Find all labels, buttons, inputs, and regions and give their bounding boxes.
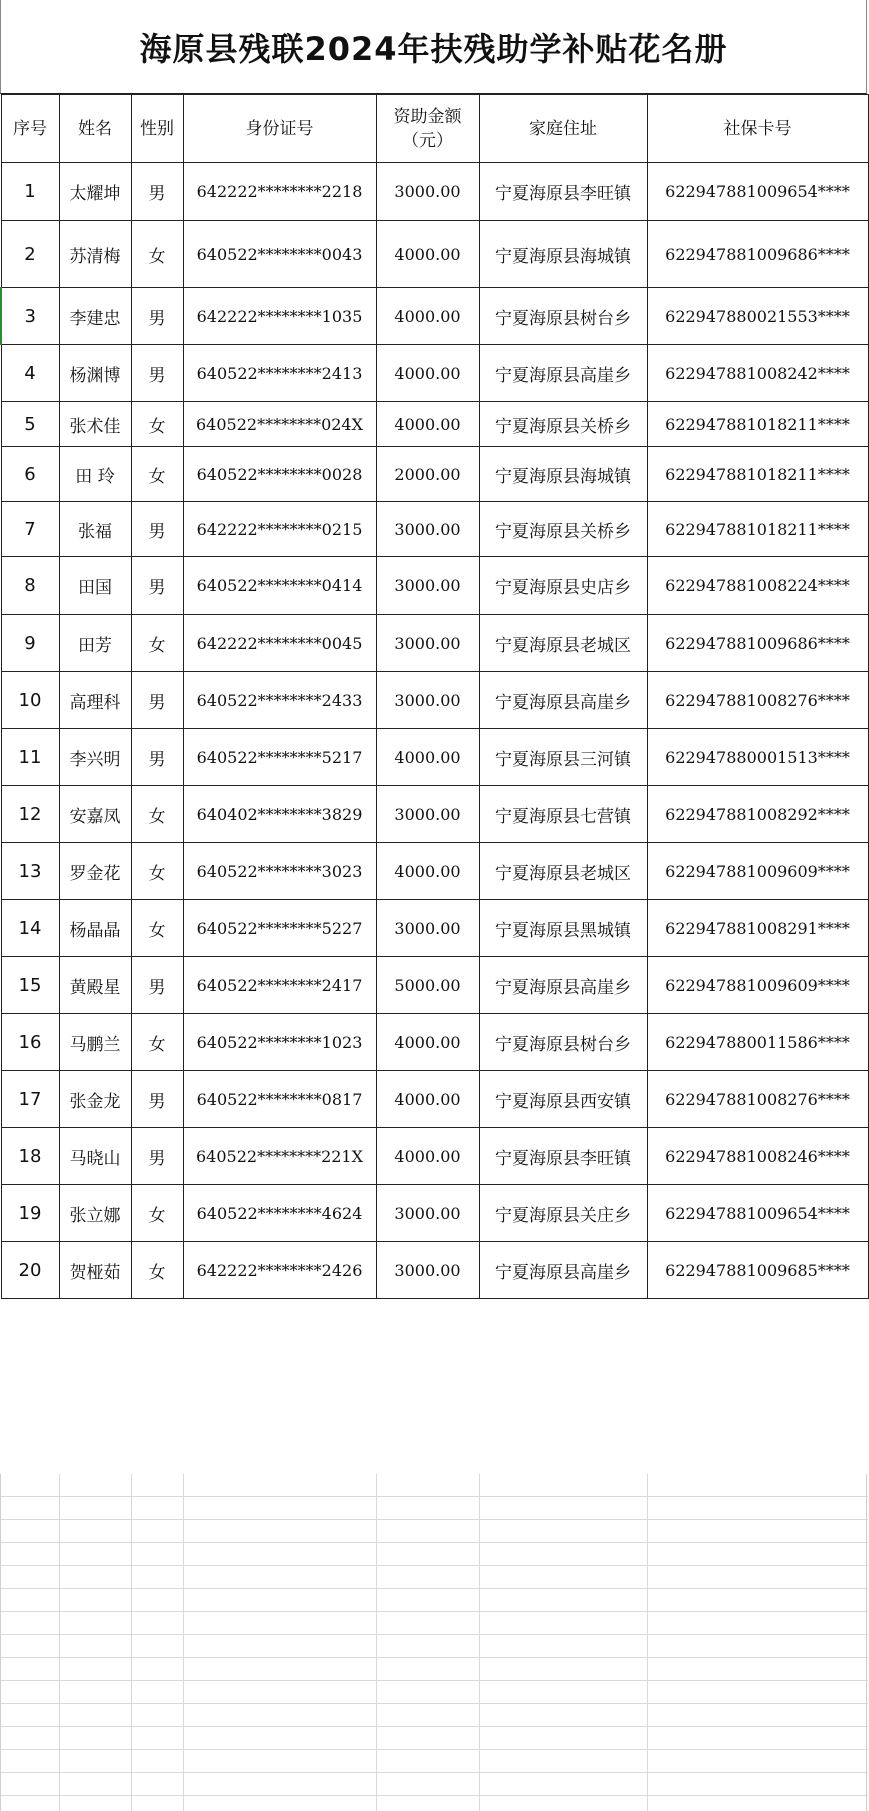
cell-id-number: 640522********5227 — [183, 900, 376, 957]
cell-name: 安嘉凤 — [59, 786, 131, 843]
cell-seq: 3 — [1, 288, 59, 345]
table-row — [1, 221, 868, 288]
cell-address: 宁夏海原县关庄乡 — [479, 1185, 647, 1242]
cell-ssn-card: 622947880011586**** — [647, 1014, 868, 1071]
header-gender: 性别 — [131, 95, 183, 163]
cell-seq: 12 — [1, 786, 59, 843]
cell-ssn-card: 622947881008291**** — [647, 900, 868, 957]
table-row — [1, 1071, 868, 1128]
cell-address: 宁夏海原县黑城镇 — [479, 900, 647, 957]
table-row — [1, 345, 868, 402]
cell-amount: 3000.00 — [376, 615, 479, 672]
cell-name: 张术佳 — [59, 402, 131, 447]
cell-ssn-card: 622947881009654**** — [647, 1185, 868, 1242]
table-row — [1, 163, 868, 221]
table-row — [1, 843, 868, 900]
cell-seq: 10 — [1, 672, 59, 729]
cell-gender: 男 — [131, 957, 183, 1014]
cell-name: 苏清梅 — [59, 221, 131, 288]
grid-column-line — [479, 1474, 480, 1811]
cell-name: 罗金花 — [59, 843, 131, 900]
cell-name: 田国 — [59, 557, 131, 615]
cell-ssn-card: 622947881018211**** — [647, 402, 868, 447]
cell-gender: 女 — [131, 900, 183, 957]
cell-amount: 4000.00 — [376, 402, 479, 447]
cell-amount: 4000.00 — [376, 288, 479, 345]
cell-address: 宁夏海原县李旺镇 — [479, 163, 647, 221]
cell-gender: 男 — [131, 557, 183, 615]
cell-gender: 男 — [131, 345, 183, 402]
cell-address: 宁夏海原县海城镇 — [479, 447, 647, 502]
cell-id-number: 640522********2413 — [183, 345, 376, 402]
cell-address: 宁夏海原县树台乡 — [479, 1014, 647, 1071]
cell-gender: 女 — [131, 221, 183, 288]
cell-id-number: 640522********3023 — [183, 843, 376, 900]
grid-row-line — [1, 1657, 868, 1658]
table-row — [1, 1242, 868, 1299]
cell-id-number: 640522********0028 — [183, 447, 376, 502]
document-title: 海原县残联2024年扶残助学补贴花名册 — [139, 29, 728, 68]
grid-column-line — [376, 1474, 377, 1811]
cell-gender: 男 — [131, 502, 183, 557]
cell-gender: 女 — [131, 402, 183, 447]
cell-gender: 女 — [131, 615, 183, 672]
cell-seq: 1 — [1, 163, 59, 221]
table-row — [1, 1014, 868, 1071]
document-title-row — [0, 0, 867, 94]
cell-amount: 3000.00 — [376, 900, 479, 957]
header-name: 姓名 — [59, 95, 131, 163]
cell-ssn-card: 622947881009685**** — [647, 1242, 868, 1299]
cell-ssn-card: 622947881008242**** — [647, 345, 868, 402]
cell-name: 高理科 — [59, 672, 131, 729]
grid-row-line — [1, 1496, 868, 1497]
cell-name: 太耀坤 — [59, 163, 131, 221]
header-row — [1, 95, 868, 163]
cell-name: 李建忠 — [59, 288, 131, 345]
cell-ssn-card: 622947880021553**** — [647, 288, 868, 345]
cell-amount: 4000.00 — [376, 1014, 479, 1071]
cell-id-number: 642222********1035 — [183, 288, 376, 345]
header-amount-unit: （元） — [402, 130, 453, 151]
cell-address: 宁夏海原县高崖乡 — [479, 672, 647, 729]
cell-seq: 6 — [1, 447, 59, 502]
table-body — [1, 163, 868, 1299]
cell-gender: 女 — [131, 1014, 183, 1071]
cell-gender: 男 — [131, 1128, 183, 1185]
cell-address: 宁夏海原县李旺镇 — [479, 1128, 647, 1185]
grid-column-line — [647, 1474, 648, 1811]
cell-name: 马鹏兰 — [59, 1014, 131, 1071]
cell-ssn-card: 622947881009654**** — [647, 163, 868, 221]
cell-amount: 3000.00 — [376, 1242, 479, 1299]
cell-amount: 3000.00 — [376, 786, 479, 843]
grid-row-line — [1, 1726, 868, 1727]
table-row — [1, 557, 868, 615]
cell-id-number: 640522********0817 — [183, 1071, 376, 1128]
subsidy-roster-table — [0, 94, 869, 1299]
grid-row-line — [1, 1795, 868, 1796]
cell-seq: 11 — [1, 729, 59, 786]
header-amount-label: 资助金额 — [393, 106, 462, 127]
cell-name: 马晓山 — [59, 1128, 131, 1185]
cell-name: 杨渊博 — [59, 345, 131, 402]
cell-id-number: 640522********2417 — [183, 957, 376, 1014]
cell-id-number: 642222********0045 — [183, 615, 376, 672]
cell-id-number: 640522********4624 — [183, 1185, 376, 1242]
cell-ssn-card: 622947881009609**** — [647, 957, 868, 1014]
cell-address: 宁夏海原县老城区 — [479, 843, 647, 900]
cell-id-number: 640522********5217 — [183, 729, 376, 786]
table-row — [1, 672, 868, 729]
cell-amount: 2000.00 — [376, 447, 479, 502]
cell-seq: 2 — [1, 221, 59, 288]
cell-seq: 14 — [1, 900, 59, 957]
cell-amount: 4000.00 — [376, 345, 479, 402]
cell-id-number: 640522********1023 — [183, 1014, 376, 1071]
grid-row-line — [1, 1680, 868, 1681]
cell-ssn-card: 622947880001513**** — [647, 729, 868, 786]
cell-seq: 9 — [1, 615, 59, 672]
grid-column-line — [131, 1474, 132, 1811]
header-id-number: 身份证号 — [183, 95, 376, 163]
cell-ssn-card: 622947881008246**** — [647, 1128, 868, 1185]
cell-seq: 13 — [1, 843, 59, 900]
table-row — [1, 1128, 868, 1185]
cell-id-number: 640522********2433 — [183, 672, 376, 729]
cell-name: 张金龙 — [59, 1071, 131, 1128]
table-row — [1, 402, 868, 447]
cell-id-number: 640522********0043 — [183, 221, 376, 288]
table-row — [1, 502, 868, 557]
empty-spreadsheet-grid — [0, 1474, 867, 1811]
cell-address: 宁夏海原县高崖乡 — [479, 1242, 647, 1299]
cell-name: 田芳 — [59, 615, 131, 672]
cell-ssn-card: 622947881009609**** — [647, 843, 868, 900]
cell-name: 张立娜 — [59, 1185, 131, 1242]
table-row — [1, 957, 868, 1014]
cell-gender: 女 — [131, 1185, 183, 1242]
cell-gender: 女 — [131, 843, 183, 900]
cell-ssn-card: 622947881018211**** — [647, 447, 868, 502]
cell-name: 张福 — [59, 502, 131, 557]
grid-row-line — [1, 1749, 868, 1750]
cell-address: 宁夏海原县史店乡 — [479, 557, 647, 615]
grid-row-line — [1, 1611, 868, 1612]
cell-amount: 4000.00 — [376, 221, 479, 288]
cell-ssn-card: 622947881008276**** — [647, 1071, 868, 1128]
grid-row-line — [1, 1634, 868, 1635]
cell-name: 黄殿星 — [59, 957, 131, 1014]
grid-row-line — [1, 1565, 868, 1566]
grid-row-line — [1, 1519, 868, 1520]
cell-address: 宁夏海原县高崖乡 — [479, 345, 647, 402]
cell-id-number: 640402********3829 — [183, 786, 376, 843]
cell-amount: 3000.00 — [376, 163, 479, 221]
cell-id-number: 642222********2426 — [183, 1242, 376, 1299]
header-amount — [376, 95, 479, 163]
cell-gender: 男 — [131, 729, 183, 786]
cell-seq: 20 — [1, 1242, 59, 1299]
table-row — [1, 288, 868, 345]
cell-id-number: 640522********221X — [183, 1128, 376, 1185]
cell-address: 宁夏海原县西安镇 — [479, 1071, 647, 1128]
cell-name: 贺桠茹 — [59, 1242, 131, 1299]
grid-row-line — [1, 1703, 868, 1704]
table-row — [1, 1185, 868, 1242]
cell-address: 宁夏海原县树台乡 — [479, 288, 647, 345]
cell-address: 宁夏海原县老城区 — [479, 615, 647, 672]
cell-amount: 3000.00 — [376, 1185, 479, 1242]
cell-address: 宁夏海原县高崖乡 — [479, 957, 647, 1014]
table-row — [1, 729, 868, 786]
cell-gender: 男 — [131, 1071, 183, 1128]
cell-amount: 4000.00 — [376, 1128, 479, 1185]
grid-row-line — [1, 1588, 868, 1589]
cell-ssn-card: 622947881008292**** — [647, 786, 868, 843]
cell-gender: 女 — [131, 1242, 183, 1299]
grid-column-line — [59, 1474, 60, 1811]
header-ssn-card: 社保卡号 — [647, 95, 868, 163]
cell-gender: 男 — [131, 288, 183, 345]
cell-gender: 男 — [131, 672, 183, 729]
grid-row-line — [1, 1772, 868, 1773]
cell-ssn-card: 622947881018211**** — [647, 502, 868, 557]
cell-address: 宁夏海原县关桥乡 — [479, 402, 647, 447]
cell-ssn-card: 622947881008276**** — [647, 672, 868, 729]
cell-seq: 7 — [1, 502, 59, 557]
grid-column-line — [183, 1474, 184, 1811]
cell-name: 杨晶晶 — [59, 900, 131, 957]
cell-name: 田 玲 — [59, 447, 131, 502]
cell-address: 宁夏海原县七营镇 — [479, 786, 647, 843]
cell-seq: 19 — [1, 1185, 59, 1242]
table-row — [1, 786, 868, 843]
cell-id-number: 642222********2218 — [183, 163, 376, 221]
cell-amount: 4000.00 — [376, 1071, 479, 1128]
cell-amount: 4000.00 — [376, 729, 479, 786]
cell-amount: 3000.00 — [376, 672, 479, 729]
table-row — [1, 615, 868, 672]
cell-id-number: 642222********0215 — [183, 502, 376, 557]
cell-ssn-card: 622947881008224**** — [647, 557, 868, 615]
cell-seq: 4 — [1, 345, 59, 402]
cell-amount: 5000.00 — [376, 957, 479, 1014]
table-row — [1, 900, 868, 957]
header-address: 家庭住址 — [479, 95, 647, 163]
cell-address: 宁夏海原县海城镇 — [479, 221, 647, 288]
grid-row-line — [1, 1542, 868, 1543]
cell-id-number: 640522********024X — [183, 402, 376, 447]
cell-seq: 16 — [1, 1014, 59, 1071]
cell-ssn-card: 622947881009686**** — [647, 615, 868, 672]
cell-amount: 3000.00 — [376, 557, 479, 615]
cell-address: 宁夏海原县三河镇 — [479, 729, 647, 786]
cell-gender: 女 — [131, 447, 183, 502]
table-row — [1, 447, 868, 502]
cell-address: 宁夏海原县关桥乡 — [479, 502, 647, 557]
cell-id-number: 640522********0414 — [183, 557, 376, 615]
cell-seq: 8 — [1, 557, 59, 615]
cell-gender: 男 — [131, 163, 183, 221]
cell-gender: 女 — [131, 786, 183, 843]
cell-name: 李兴明 — [59, 729, 131, 786]
cell-ssn-card: 622947881009686**** — [647, 221, 868, 288]
cell-amount: 4000.00 — [376, 843, 479, 900]
header-seq: 序号 — [1, 95, 59, 163]
table-header — [1, 95, 868, 163]
cell-seq: 17 — [1, 1071, 59, 1128]
cell-amount: 3000.00 — [376, 502, 479, 557]
cell-seq: 18 — [1, 1128, 59, 1185]
cell-seq: 15 — [1, 957, 59, 1014]
cell-seq: 5 — [1, 402, 59, 447]
